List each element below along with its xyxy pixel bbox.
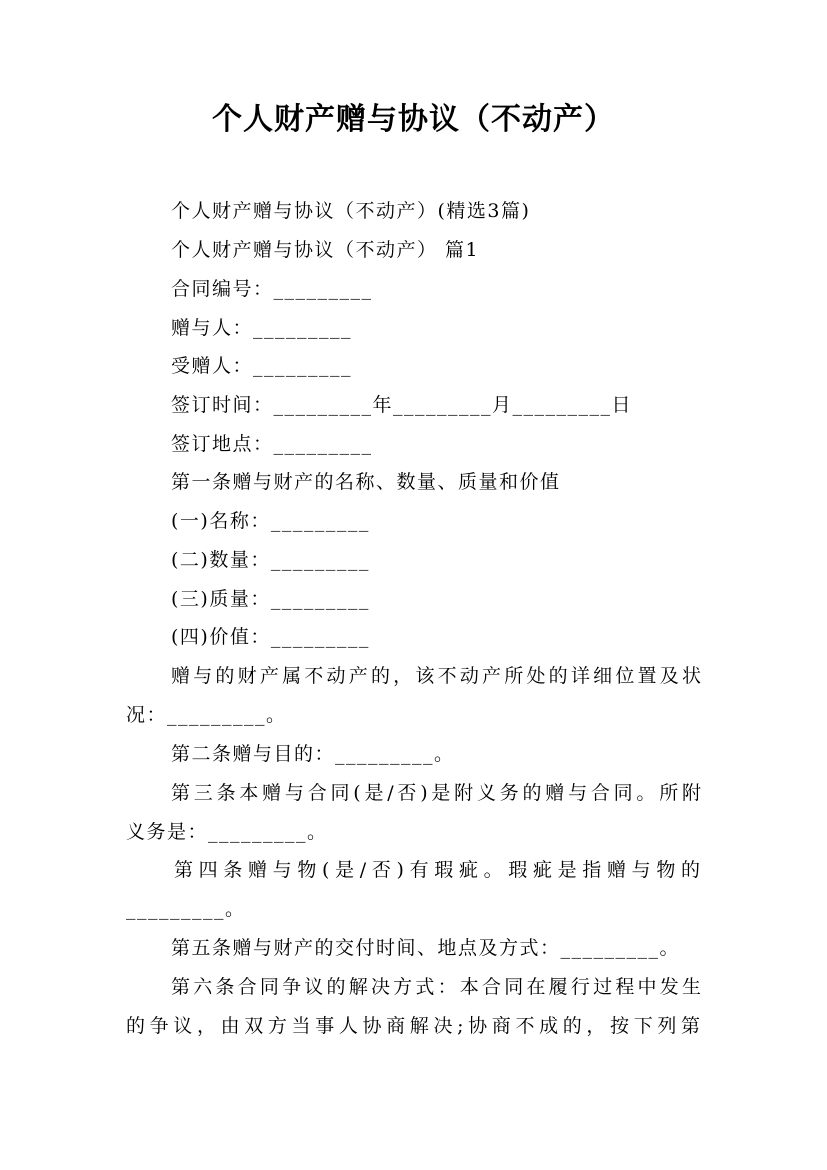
article-4-line-2: _________。 bbox=[126, 898, 246, 920]
subtitle-line: 个人财产赠与协议（不动产）(精选3篇) bbox=[171, 200, 531, 222]
donor-field: 赠与人：_________ bbox=[171, 317, 353, 339]
signing-place-field: 签订地点：_________ bbox=[171, 433, 373, 455]
article-2: 第二条赠与目的：_________。 bbox=[171, 743, 455, 765]
donee-field: 受赠人：_________ bbox=[171, 355, 353, 377]
item-quantity-field: (二)数量：_________ bbox=[171, 549, 370, 571]
property-location-line-1: 赠与的财产属不动产的，该不动产所处的详细位置及状 bbox=[171, 665, 703, 687]
item-quality-field: (三)质量：_________ bbox=[171, 588, 370, 610]
signing-date-field: 签订时间：_________年_________月_________日 bbox=[171, 394, 633, 416]
property-location-line-2: 况：_________。 bbox=[126, 704, 287, 726]
item-value-field: (四)价值：_________ bbox=[171, 626, 370, 648]
article-6-line-2: 的争议，由双方当事人协商解决;协商不成的，按下列第 bbox=[126, 1015, 702, 1037]
contract-number-field: 合同编号：_________ bbox=[171, 278, 373, 300]
document-title: 个人财产赠与协议（不动产） bbox=[212, 102, 615, 137]
article-3-line-1: 第三条本赠与合同(是/否)是附义务的赠与合同。所附 bbox=[171, 782, 703, 804]
article-1-heading: 第一条赠与财产的名称、数量、质量和价值 bbox=[171, 471, 561, 493]
article-3-line-2: 义务是：_________。 bbox=[126, 821, 328, 843]
article-5: 第五条赠与财产的交付时间、地点及方式：_________。 bbox=[171, 937, 681, 959]
article-6-line-1: 第六条合同争议的解决方式：本合同在履行过程中发生 bbox=[171, 976, 703, 998]
section-heading: 个人财产赠与协议（不动产） 篇1 bbox=[171, 239, 480, 261]
article-4-line-1: 第四条赠与物(是/否)有瑕疵。瑕疵是指赠与物的 bbox=[174, 859, 702, 881]
item-name-field: (一)名称：_________ bbox=[171, 510, 370, 532]
